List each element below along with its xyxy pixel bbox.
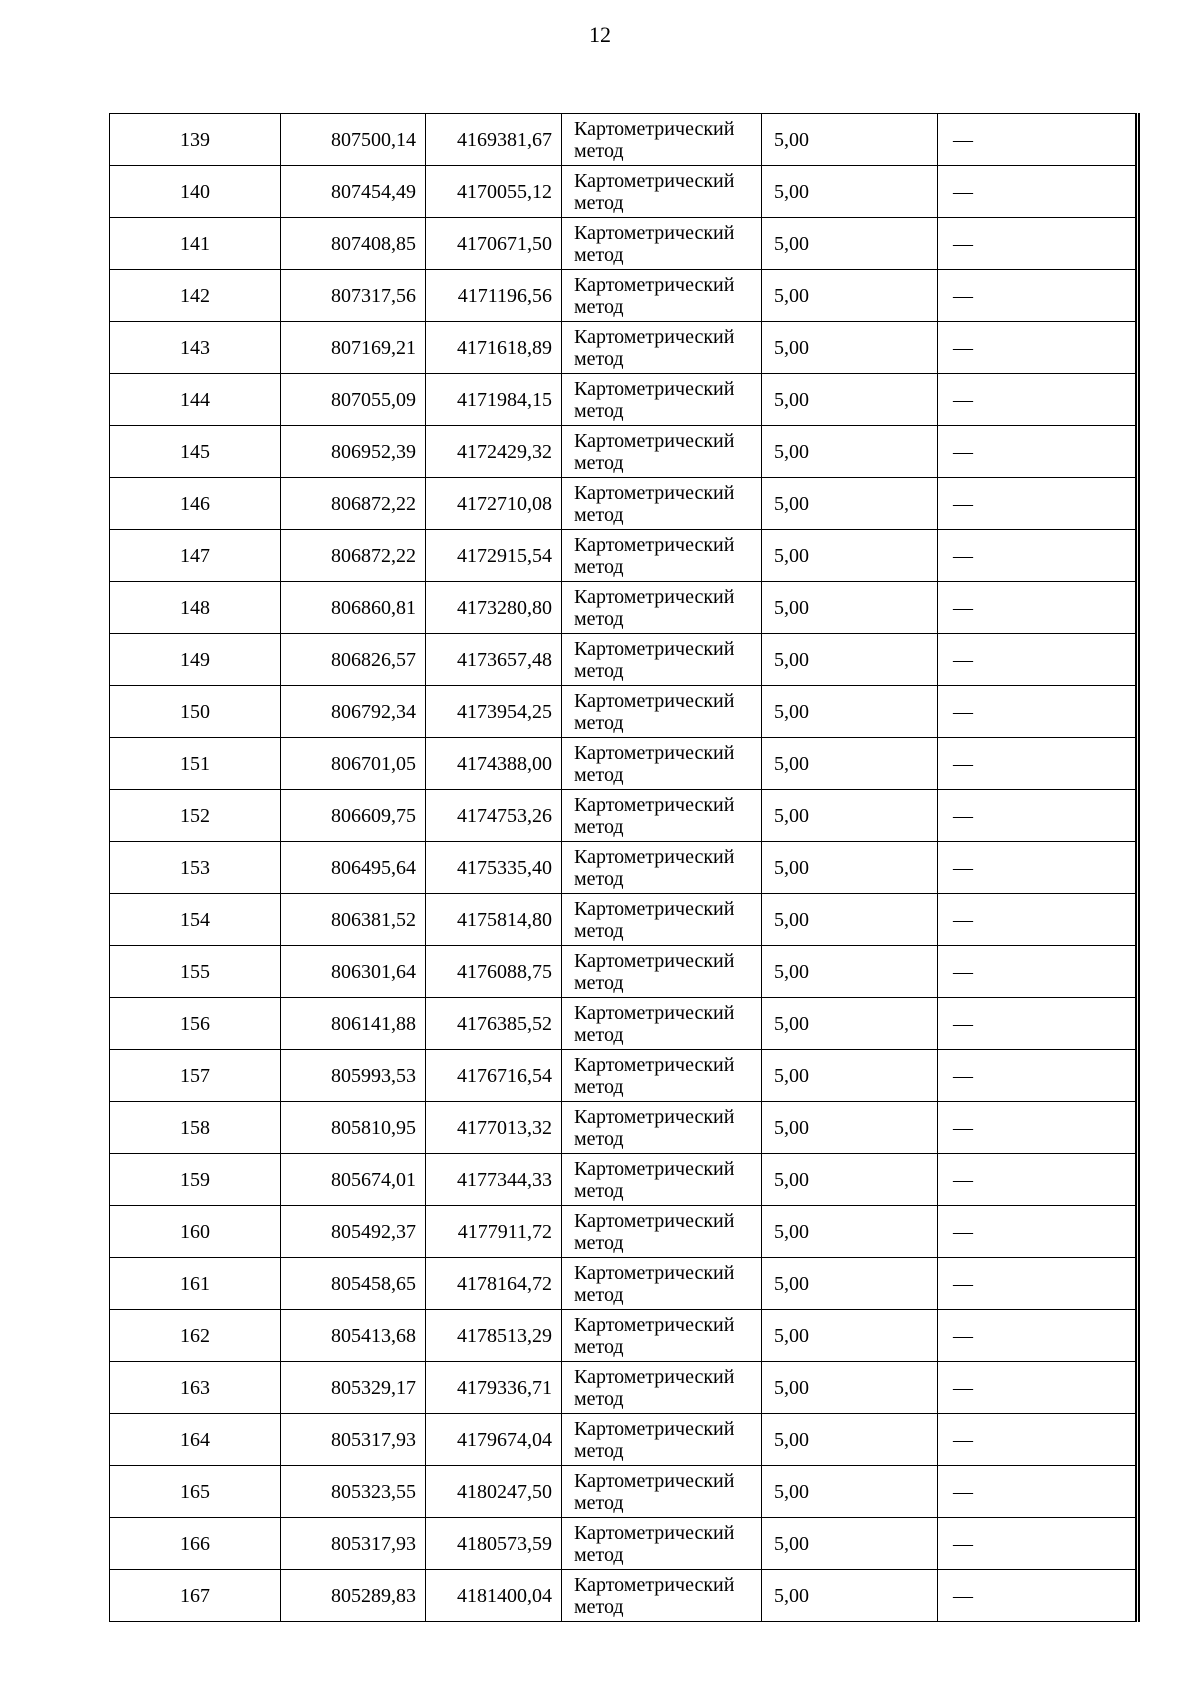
x-coordinate-cell: 806860,81 [281, 582, 426, 634]
y-coordinate-cell: 4176716,54 [426, 1050, 562, 1102]
method-line-2: метод [574, 1387, 624, 1410]
method-line-1: Картометрический [574, 117, 735, 140]
y-coordinate-cell: 4170055,12 [426, 166, 562, 218]
method-line-1: Картометрический [574, 689, 735, 712]
method-line-2: метод [574, 711, 624, 734]
method-line-1: Картометрический [574, 741, 735, 764]
method-line-2: метод [574, 763, 624, 786]
description-cell: — [938, 686, 1138, 738]
method-line-1: Картометрический [574, 1261, 735, 1284]
method-cell [562, 114, 762, 166]
y-coordinate-cell: 4175814,80 [426, 894, 562, 946]
method-line-2: метод [574, 1543, 624, 1566]
method-line-2: метод [574, 1127, 624, 1150]
method-cell [562, 1206, 762, 1258]
method-line-1: Картометрический [574, 1417, 735, 1440]
method-line-2: метод [574, 399, 624, 422]
description-cell: — [938, 790, 1138, 842]
x-coordinate-cell: 806495,64 [281, 842, 426, 894]
table-row [110, 842, 1138, 894]
point-number-cell: 162 [110, 1310, 281, 1362]
point-number-cell: 140 [110, 166, 281, 218]
description-cell: — [938, 894, 1138, 946]
y-coordinate-cell: 4172915,54 [426, 530, 562, 582]
method-line-2: метод [574, 1283, 624, 1306]
y-coordinate-cell: 4176385,52 [426, 998, 562, 1050]
table-row [110, 946, 1138, 998]
method-line-1: Картометрический [574, 1209, 735, 1232]
accuracy-cell: 5,00 [762, 686, 938, 738]
y-coordinate-cell: 4171196,56 [426, 270, 562, 322]
description-cell: — [938, 1050, 1138, 1102]
table-row [110, 686, 1138, 738]
method-line-2: метод [574, 1595, 624, 1618]
table-row [110, 218, 1138, 270]
method-line-1: Картометрический [574, 949, 735, 972]
method-line-2: метод [574, 867, 624, 890]
x-coordinate-cell: 807454,49 [281, 166, 426, 218]
accuracy-cell: 5,00 [762, 1518, 938, 1570]
point-number-cell: 159 [110, 1154, 281, 1206]
point-number-cell: 142 [110, 270, 281, 322]
method-line-1: Картометрический [574, 1469, 735, 1492]
method-line-2: метод [574, 1075, 624, 1098]
x-coordinate-cell: 805317,93 [281, 1518, 426, 1570]
accuracy-cell: 5,00 [762, 842, 938, 894]
point-number-cell: 165 [110, 1466, 281, 1518]
point-number-cell: 139 [110, 114, 281, 166]
method-cell [562, 1362, 762, 1414]
y-coordinate-cell: 4176088,75 [426, 946, 562, 998]
y-coordinate-cell: 4169381,67 [426, 114, 562, 166]
description-cell: — [938, 738, 1138, 790]
table-row [110, 530, 1138, 582]
y-coordinate-cell: 4170671,50 [426, 218, 562, 270]
method-line-1: Картометрический [574, 1313, 735, 1336]
x-coordinate-cell: 806792,34 [281, 686, 426, 738]
description-cell: — [938, 634, 1138, 686]
method-cell [562, 842, 762, 894]
method-cell [562, 374, 762, 426]
method-line-2: метод [574, 451, 624, 474]
point-number-cell: 157 [110, 1050, 281, 1102]
description-cell: — [938, 842, 1138, 894]
accuracy-cell: 5,00 [762, 1570, 938, 1622]
table-row [110, 1570, 1138, 1622]
y-coordinate-cell: 4173657,48 [426, 634, 562, 686]
table-row [110, 582, 1138, 634]
method-line-1: Картометрический [574, 169, 735, 192]
table-row [110, 114, 1138, 166]
method-line-2: метод [574, 1335, 624, 1358]
accuracy-cell: 5,00 [762, 738, 938, 790]
accuracy-cell: 5,00 [762, 998, 938, 1050]
x-coordinate-cell: 806301,64 [281, 946, 426, 998]
description-cell: — [938, 530, 1138, 582]
method-line-2: метод [574, 139, 624, 162]
point-number-cell: 151 [110, 738, 281, 790]
point-number-cell: 156 [110, 998, 281, 1050]
table-row [110, 1206, 1138, 1258]
description-cell: — [938, 1154, 1138, 1206]
y-coordinate-cell: 4177344,33 [426, 1154, 562, 1206]
y-coordinate-cell: 4172710,08 [426, 478, 562, 530]
table-row [110, 1258, 1138, 1310]
y-coordinate-cell: 4180247,50 [426, 1466, 562, 1518]
accuracy-cell: 5,00 [762, 218, 938, 270]
x-coordinate-cell: 805674,01 [281, 1154, 426, 1206]
x-coordinate-cell: 806872,22 [281, 478, 426, 530]
y-coordinate-cell: 4179674,04 [426, 1414, 562, 1466]
x-coordinate-cell: 805323,55 [281, 1466, 426, 1518]
method-cell [562, 1414, 762, 1466]
description-cell: — [938, 946, 1138, 998]
accuracy-cell: 5,00 [762, 1414, 938, 1466]
point-number-cell: 164 [110, 1414, 281, 1466]
table-row [110, 478, 1138, 530]
description-cell: — [938, 582, 1138, 634]
x-coordinate-cell: 806701,05 [281, 738, 426, 790]
method-line-1: Картометрический [574, 1365, 735, 1388]
description-cell: — [938, 426, 1138, 478]
page-number: 12 [589, 22, 611, 47]
method-cell [562, 1466, 762, 1518]
x-coordinate-cell: 805458,65 [281, 1258, 426, 1310]
accuracy-cell: 5,00 [762, 1154, 938, 1206]
point-number-cell: 166 [110, 1518, 281, 1570]
table-row [110, 1154, 1138, 1206]
table-row [110, 894, 1138, 946]
y-coordinate-cell: 4173280,80 [426, 582, 562, 634]
y-coordinate-cell: 4171984,15 [426, 374, 562, 426]
accuracy-cell: 5,00 [762, 1206, 938, 1258]
x-coordinate-cell: 805810,95 [281, 1102, 426, 1154]
table-row [110, 1362, 1138, 1414]
accuracy-cell: 5,00 [762, 1310, 938, 1362]
accuracy-cell: 5,00 [762, 1050, 938, 1102]
method-line-1: Картометрический [574, 481, 735, 504]
x-coordinate-cell: 807408,85 [281, 218, 426, 270]
x-coordinate-cell: 807055,09 [281, 374, 426, 426]
point-number-cell: 144 [110, 374, 281, 426]
point-number-cell: 158 [110, 1102, 281, 1154]
method-cell [562, 894, 762, 946]
method-line-2: метод [574, 919, 624, 942]
description-cell: — [938, 478, 1138, 530]
y-coordinate-cell: 4181400,04 [426, 1570, 562, 1622]
method-cell [562, 1102, 762, 1154]
x-coordinate-cell: 805289,83 [281, 1570, 426, 1622]
method-cell [562, 634, 762, 686]
point-number-cell: 145 [110, 426, 281, 478]
x-coordinate-cell: 806609,75 [281, 790, 426, 842]
method-line-1: Картометрический [574, 637, 735, 660]
method-line-1: Картометрический [574, 1521, 735, 1544]
method-line-2: метод [574, 503, 624, 526]
method-line-2: метод [574, 1231, 624, 1254]
method-cell [562, 790, 762, 842]
method-cell [562, 478, 762, 530]
method-line-1: Картометрический [574, 1105, 735, 1128]
y-coordinate-cell: 4178164,72 [426, 1258, 562, 1310]
method-cell [562, 426, 762, 478]
x-coordinate-cell: 805492,37 [281, 1206, 426, 1258]
x-coordinate-cell: 807500,14 [281, 114, 426, 166]
method-line-2: метод [574, 659, 624, 682]
method-cell [562, 166, 762, 218]
method-cell [562, 946, 762, 998]
method-line-2: метод [574, 607, 624, 630]
table-row [110, 1518, 1138, 1570]
point-number-cell: 152 [110, 790, 281, 842]
accuracy-cell: 5,00 [762, 426, 938, 478]
accuracy-cell: 5,00 [762, 166, 938, 218]
description-cell: — [938, 1570, 1138, 1622]
method-cell [562, 322, 762, 374]
method-line-1: Картометрический [574, 845, 735, 868]
accuracy-cell: 5,00 [762, 1362, 938, 1414]
accuracy-cell: 5,00 [762, 634, 938, 686]
description-cell: — [938, 374, 1138, 426]
y-coordinate-cell: 4178513,29 [426, 1310, 562, 1362]
description-cell: — [938, 1258, 1138, 1310]
accuracy-cell: 5,00 [762, 270, 938, 322]
accuracy-cell: 5,00 [762, 582, 938, 634]
method-cell [562, 1570, 762, 1622]
coordinates-table-container [109, 113, 1140, 1622]
method-line-2: метод [574, 243, 624, 266]
table-row [110, 1050, 1138, 1102]
method-line-1: Картометрический [574, 1053, 735, 1076]
accuracy-cell: 5,00 [762, 894, 938, 946]
accuracy-cell: 5,00 [762, 374, 938, 426]
method-line-1: Картометрический [574, 793, 735, 816]
table-row [110, 166, 1138, 218]
table-row [110, 998, 1138, 1050]
description-cell: — [938, 998, 1138, 1050]
method-line-2: метод [574, 1179, 624, 1202]
y-coordinate-cell: 4177013,32 [426, 1102, 562, 1154]
method-line-1: Картометрический [574, 585, 735, 608]
method-line-2: метод [574, 295, 624, 318]
x-coordinate-cell: 805329,17 [281, 1362, 426, 1414]
method-cell [562, 1050, 762, 1102]
x-coordinate-cell: 806141,88 [281, 998, 426, 1050]
method-cell [562, 530, 762, 582]
table-row [110, 738, 1138, 790]
description-cell: — [938, 1414, 1138, 1466]
accuracy-cell: 5,00 [762, 1466, 938, 1518]
method-cell [562, 582, 762, 634]
accuracy-cell: 5,00 [762, 322, 938, 374]
method-line-2: метод [574, 1023, 624, 1046]
description-cell: — [938, 1362, 1138, 1414]
method-cell [562, 270, 762, 322]
x-coordinate-cell: 806381,52 [281, 894, 426, 946]
method-line-1: Картометрический [574, 1001, 735, 1024]
point-number-cell: 149 [110, 634, 281, 686]
description-cell: — [938, 1466, 1138, 1518]
method-line-1: Картометрический [574, 273, 735, 296]
description-cell: — [938, 1518, 1138, 1570]
accuracy-cell: 5,00 [762, 114, 938, 166]
method-line-1: Картометрический [574, 325, 735, 348]
x-coordinate-cell: 806952,39 [281, 426, 426, 478]
method-line-2: метод [574, 191, 624, 214]
y-coordinate-cell: 4180573,59 [426, 1518, 562, 1570]
method-line-1: Картометрический [574, 221, 735, 244]
method-line-1: Картометрический [574, 377, 735, 400]
y-coordinate-cell: 4173954,25 [426, 686, 562, 738]
x-coordinate-cell: 805413,68 [281, 1310, 426, 1362]
x-coordinate-cell: 805993,53 [281, 1050, 426, 1102]
method-line-1: Картометрический [574, 429, 735, 452]
description-cell: — [938, 166, 1138, 218]
table-row [110, 1102, 1138, 1154]
description-cell: — [938, 1102, 1138, 1154]
point-number-cell: 147 [110, 530, 281, 582]
y-coordinate-cell: 4174753,26 [426, 790, 562, 842]
description-cell: — [938, 114, 1138, 166]
coordinates-table [109, 113, 1140, 1622]
method-line-2: метод [574, 815, 624, 838]
table-row [110, 790, 1138, 842]
point-number-cell: 153 [110, 842, 281, 894]
method-cell [562, 1154, 762, 1206]
method-line-1: Картометрический [574, 897, 735, 920]
x-coordinate-cell: 805317,93 [281, 1414, 426, 1466]
description-cell: — [938, 1206, 1138, 1258]
method-line-1: Картометрический [574, 1573, 735, 1596]
table-row [110, 270, 1138, 322]
point-number-cell: 146 [110, 478, 281, 530]
method-cell [562, 218, 762, 270]
x-coordinate-cell: 807169,21 [281, 322, 426, 374]
point-number-cell: 150 [110, 686, 281, 738]
table-row [110, 322, 1138, 374]
x-coordinate-cell: 806826,57 [281, 634, 426, 686]
description-cell: — [938, 322, 1138, 374]
point-number-cell: 154 [110, 894, 281, 946]
point-number-cell: 141 [110, 218, 281, 270]
method-line-2: метод [574, 347, 624, 370]
y-coordinate-cell: 4177911,72 [426, 1206, 562, 1258]
y-coordinate-cell: 4172429,32 [426, 426, 562, 478]
table-row [110, 1310, 1138, 1362]
accuracy-cell: 5,00 [762, 790, 938, 842]
y-coordinate-cell: 4174388,00 [426, 738, 562, 790]
y-coordinate-cell: 4171618,89 [426, 322, 562, 374]
accuracy-cell: 5,00 [762, 530, 938, 582]
point-number-cell: 155 [110, 946, 281, 998]
method-line-1: Картометрический [574, 1157, 735, 1180]
method-line-2: метод [574, 971, 624, 994]
point-number-cell: 161 [110, 1258, 281, 1310]
point-number-cell: 148 [110, 582, 281, 634]
accuracy-cell: 5,00 [762, 946, 938, 998]
table-row [110, 634, 1138, 686]
method-line-2: метод [574, 555, 624, 578]
accuracy-cell: 5,00 [762, 1102, 938, 1154]
method-line-2: метод [574, 1439, 624, 1462]
table-row [110, 1414, 1138, 1466]
point-number-cell: 163 [110, 1362, 281, 1414]
point-number-cell: 167 [110, 1570, 281, 1622]
point-number-cell: 160 [110, 1206, 281, 1258]
y-coordinate-cell: 4175335,40 [426, 842, 562, 894]
method-cell [562, 686, 762, 738]
method-cell [562, 1310, 762, 1362]
method-cell [562, 998, 762, 1050]
method-cell [562, 738, 762, 790]
description-cell: — [938, 270, 1138, 322]
method-line-1: Картометрический [574, 533, 735, 556]
x-coordinate-cell: 806872,22 [281, 530, 426, 582]
table-row [110, 426, 1138, 478]
table-row [110, 1466, 1138, 1518]
accuracy-cell: 5,00 [762, 478, 938, 530]
method-cell [562, 1518, 762, 1570]
method-line-2: метод [574, 1491, 624, 1514]
y-coordinate-cell: 4179336,71 [426, 1362, 562, 1414]
method-cell [562, 1258, 762, 1310]
accuracy-cell: 5,00 [762, 1258, 938, 1310]
x-coordinate-cell: 807317,56 [281, 270, 426, 322]
description-cell: — [938, 1310, 1138, 1362]
table-row [110, 374, 1138, 426]
point-number-cell: 143 [110, 322, 281, 374]
description-cell: — [938, 218, 1138, 270]
coordinates-table-body [110, 114, 1138, 1622]
